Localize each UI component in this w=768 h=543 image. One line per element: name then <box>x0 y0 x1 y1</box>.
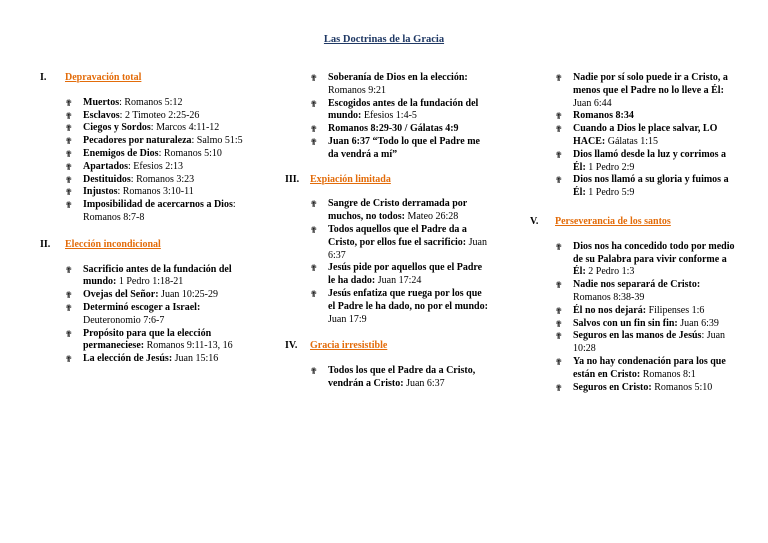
item-heading: Todos los que el Padre da a Cristo, vendrán a Cristo: <box>328 365 476 389</box>
item-reference: Filipenses 1:6 <box>646 304 705 316</box>
cross-bullet-icon: ✟ <box>310 124 318 135</box>
item-reference: : Romanos 3:10-11 <box>117 186 194 198</box>
section-number: III. <box>285 173 300 185</box>
cross-bullet-icon: ✟ <box>555 124 563 135</box>
item-heading: Ovejas del Señor: <box>83 289 159 301</box>
section-4-continued <box>530 72 740 200</box>
section-2-continued <box>285 72 490 162</box>
item-reference: Juan 15:16 <box>172 353 219 365</box>
list-item <box>310 288 490 326</box>
list-item <box>310 365 490 391</box>
item-heading: Salvos con un fin sin fin: <box>573 317 678 329</box>
list-item <box>555 174 740 200</box>
section-2 <box>40 239 252 366</box>
item-heading: Ya no hay condenación para los que están en Cristo: <box>573 355 726 380</box>
item-list <box>65 97 252 225</box>
item-heading: Todos aquellos que el Padre da a Cristo, por ellos fue el sacrificio: <box>328 223 467 248</box>
cross-bullet-icon: ✟ <box>555 111 563 122</box>
item-heading: Jesús enfatiza que ruega por los que el Padre le ha dado, no por el mundo: <box>328 287 488 312</box>
item-heading: Juan 6:37 “Todo lo que el Padre me da vendrá a mí” <box>328 135 480 160</box>
section-title: Elección incondicional <box>65 238 161 250</box>
item-heading: Destituidos <box>83 173 131 185</box>
list-item <box>310 72 490 98</box>
item-heading: Sangre de Cristo derramada por muchos, no todos: <box>328 198 468 223</box>
list-item <box>65 353 252 366</box>
item-heading: Pecadores por naturaleza <box>83 135 192 147</box>
item-heading: Propósito para que la elección permaneciese: <box>83 327 212 352</box>
item-heading: Dios nos llamó a su gloria y fuimos a Él: <box>573 174 729 199</box>
list-item <box>555 305 740 318</box>
cross-bullet-icon: ✟ <box>65 264 73 275</box>
list-item <box>65 122 252 135</box>
section-1 <box>40 72 252 225</box>
item-list <box>555 72 740 200</box>
item-reference: Romanos 9:11-13, 16 <box>144 340 233 352</box>
section-title: Expiación limitada <box>310 173 391 185</box>
list-item <box>65 264 252 290</box>
item-reference: : Romanos 8:7-8 <box>83 199 236 223</box>
item-reference: Efesios 1:4-5 <box>361 110 417 122</box>
item-heading: Imposibilidad de acercarnos a Dios <box>83 199 233 211</box>
item-heading: Él no nos dejará: <box>573 304 647 316</box>
item-reference: 2 Pedro 1:3 <box>585 266 635 278</box>
list-item <box>65 148 252 161</box>
cross-bullet-icon: ✟ <box>65 354 73 365</box>
section-number: I. <box>40 72 47 83</box>
cross-bullet-icon: ✟ <box>65 302 73 313</box>
cross-bullet-icon: ✟ <box>65 328 73 339</box>
section-4 <box>285 340 490 390</box>
column-1 <box>40 72 252 380</box>
list-item <box>555 318 740 331</box>
list-item <box>65 186 252 199</box>
section-number: IV. <box>285 340 298 352</box>
cross-bullet-icon: ✟ <box>310 366 318 377</box>
item-heading: La elección de Jesús: <box>83 353 173 365</box>
cross-bullet-icon: ✟ <box>65 174 73 185</box>
cross-bullet-icon: ✟ <box>65 110 73 121</box>
cross-bullet-icon: ✟ <box>310 73 318 83</box>
list-item <box>65 328 252 354</box>
cross-bullet-icon: ✟ <box>310 263 318 274</box>
cross-bullet-icon: ✟ <box>555 73 563 83</box>
item-reference: Gálatas 1:15 <box>605 135 658 147</box>
item-reference: Romanos 8:38-39 <box>573 291 645 303</box>
item-heading: Injustos <box>83 186 118 198</box>
document-title: Las Doctrinas de la Gracia <box>323 34 445 45</box>
item-heading: Apartados <box>83 160 129 172</box>
cross-bullet-icon: ✟ <box>65 136 73 147</box>
list-item <box>555 356 740 382</box>
item-heading: Dios nos ha concedido todo por medio de su Palabra para vivir conforme a Él: <box>573 240 735 278</box>
cross-bullet-icon: ✟ <box>65 187 73 198</box>
list-item <box>65 289 252 302</box>
list-item <box>65 302 252 328</box>
item-reference: Deuteronomio 7:6-7 <box>83 314 165 326</box>
cross-bullet-icon: ✟ <box>555 280 563 291</box>
item-reference: Romanos 8:1 <box>640 368 696 380</box>
list-item <box>310 123 490 136</box>
section-title: Perseverancia de los santos <box>555 215 671 227</box>
list-item <box>555 123 740 149</box>
cross-bullet-icon: ✟ <box>555 318 563 329</box>
cross-bullet-icon: ✟ <box>555 356 563 367</box>
item-heading: Nadie nos separará de Cristo: <box>573 279 701 291</box>
item-heading: Dios llamó desde la luz y corrimos a Él: <box>573 148 727 173</box>
item-reference: 1 Pedro 2:9 <box>585 161 635 173</box>
column-3 <box>530 72 740 408</box>
item-heading: Soberanía de Dios en la elección: <box>328 72 468 83</box>
list-item <box>555 330 740 356</box>
list-item <box>65 97 252 110</box>
cross-bullet-icon: ✟ <box>65 290 73 301</box>
section-number: V. <box>530 215 539 227</box>
list-item <box>310 98 490 124</box>
item-reference: Mateo 26:28 <box>404 211 459 223</box>
cross-bullet-icon: ✟ <box>310 199 318 210</box>
item-list <box>310 72 490 162</box>
list-item <box>65 161 252 174</box>
section-title: Gracia irresistible <box>310 340 388 352</box>
item-heading: Muertos <box>83 96 120 108</box>
item-heading: Escogidos antes de la fundación del mundo: <box>328 97 479 122</box>
item-heading: Ciegos y Sordos <box>83 122 151 134</box>
cross-bullet-icon: ✟ <box>310 288 318 299</box>
item-reference: Romanos 5:10 <box>651 381 713 393</box>
cross-bullet-icon: ✟ <box>65 148 73 159</box>
item-heading: Romanos 8:29-30 / Gálatas 4:9 <box>328 123 459 135</box>
cross-bullet-icon: ✟ <box>310 224 318 235</box>
item-reference: Juan 10:25-29 <box>158 289 218 301</box>
item-reference: : 2 Timoteo 2:25-26 <box>119 109 200 121</box>
item-reference: 1 Pedro 5:9 <box>585 187 635 199</box>
item-reference: 1 Pedro 1:18-21 <box>116 276 184 288</box>
item-heading: Nadie por sí solo puede ir a Cristo, a menos que el Padre no lo lleve a Él: <box>573 72 728 96</box>
cross-bullet-icon: ✟ <box>65 200 73 211</box>
item-reference: Romanos 9:21 <box>328 84 387 96</box>
list-item <box>310 198 490 224</box>
cross-bullet-icon: ✟ <box>555 382 563 393</box>
item-heading: Jesús pide por aquellos que el Padre le ha dado: <box>328 262 483 287</box>
cross-bullet-icon: ✟ <box>310 98 318 109</box>
cross-bullet-icon: ✟ <box>310 136 318 147</box>
item-list <box>310 198 490 326</box>
list-item <box>65 174 252 187</box>
item-reference: : Romanos 5:10 <box>158 147 222 159</box>
item-list <box>65 264 252 366</box>
item-reference: Juan 6:39 <box>677 317 719 329</box>
section-3 <box>285 174 490 327</box>
cross-bullet-icon: ✟ <box>555 305 563 316</box>
item-reference: : Salmo 51:5 <box>191 135 243 147</box>
list-item <box>555 382 740 395</box>
cross-bullet-icon: ✟ <box>555 175 563 186</box>
list-item <box>555 110 740 123</box>
item-list <box>310 365 490 391</box>
cross-bullet-icon: ✟ <box>555 149 563 160</box>
item-reference: Juan 6:44 <box>573 97 612 109</box>
item-heading: Determinó escoger a Israel: <box>83 301 201 313</box>
list-item <box>555 72 740 110</box>
item-heading: Enemigos de Dios <box>83 147 159 159</box>
section-5 <box>530 216 740 394</box>
section-title: Depravación total <box>65 72 142 83</box>
item-reference: Juan 17:9 <box>328 313 367 325</box>
item-reference: Juan 6:37 <box>328 236 487 261</box>
list-item <box>65 110 252 123</box>
item-heading: Sacrificio antes de la fundación del mundo: <box>83 263 232 288</box>
list-item <box>310 224 490 262</box>
cross-bullet-icon: ✟ <box>65 123 73 134</box>
list-item <box>65 135 252 148</box>
item-heading: Seguros en las manos de Jesús <box>573 330 702 342</box>
item-reference: : Romanos 3:23 <box>130 173 195 185</box>
list-item <box>555 149 740 175</box>
item-heading: Seguros en Cristo: <box>573 381 652 393</box>
item-reference: : Marcos 4:11-12 <box>150 122 220 134</box>
cross-bullet-icon: ✟ <box>555 241 563 252</box>
item-heading: Cuando a Dios le place salvar, LO HACE: <box>573 123 718 147</box>
list-item <box>555 241 740 279</box>
cross-bullet-icon: ✟ <box>555 331 563 342</box>
item-reference: Juan 17:24 <box>375 275 422 287</box>
item-list <box>555 241 740 395</box>
list-item <box>310 262 490 288</box>
item-reference: : Romanos 5:12 <box>119 96 183 108</box>
cross-bullet-icon: ✟ <box>65 161 73 172</box>
list-item <box>310 136 490 162</box>
item-reference: Juan 6:37 <box>403 377 445 389</box>
item-reference: : Juan 10:28 <box>573 330 726 355</box>
item-heading: Romanos 8:34 <box>573 110 634 122</box>
list-item <box>65 199 252 225</box>
item-heading: Esclavos <box>83 109 120 121</box>
cross-bullet-icon: ✟ <box>65 97 73 108</box>
column-2 <box>285 72 490 405</box>
list-item <box>555 279 740 305</box>
item-reference: : Efesios 2:13 <box>128 160 184 172</box>
section-number: II. <box>40 238 51 250</box>
